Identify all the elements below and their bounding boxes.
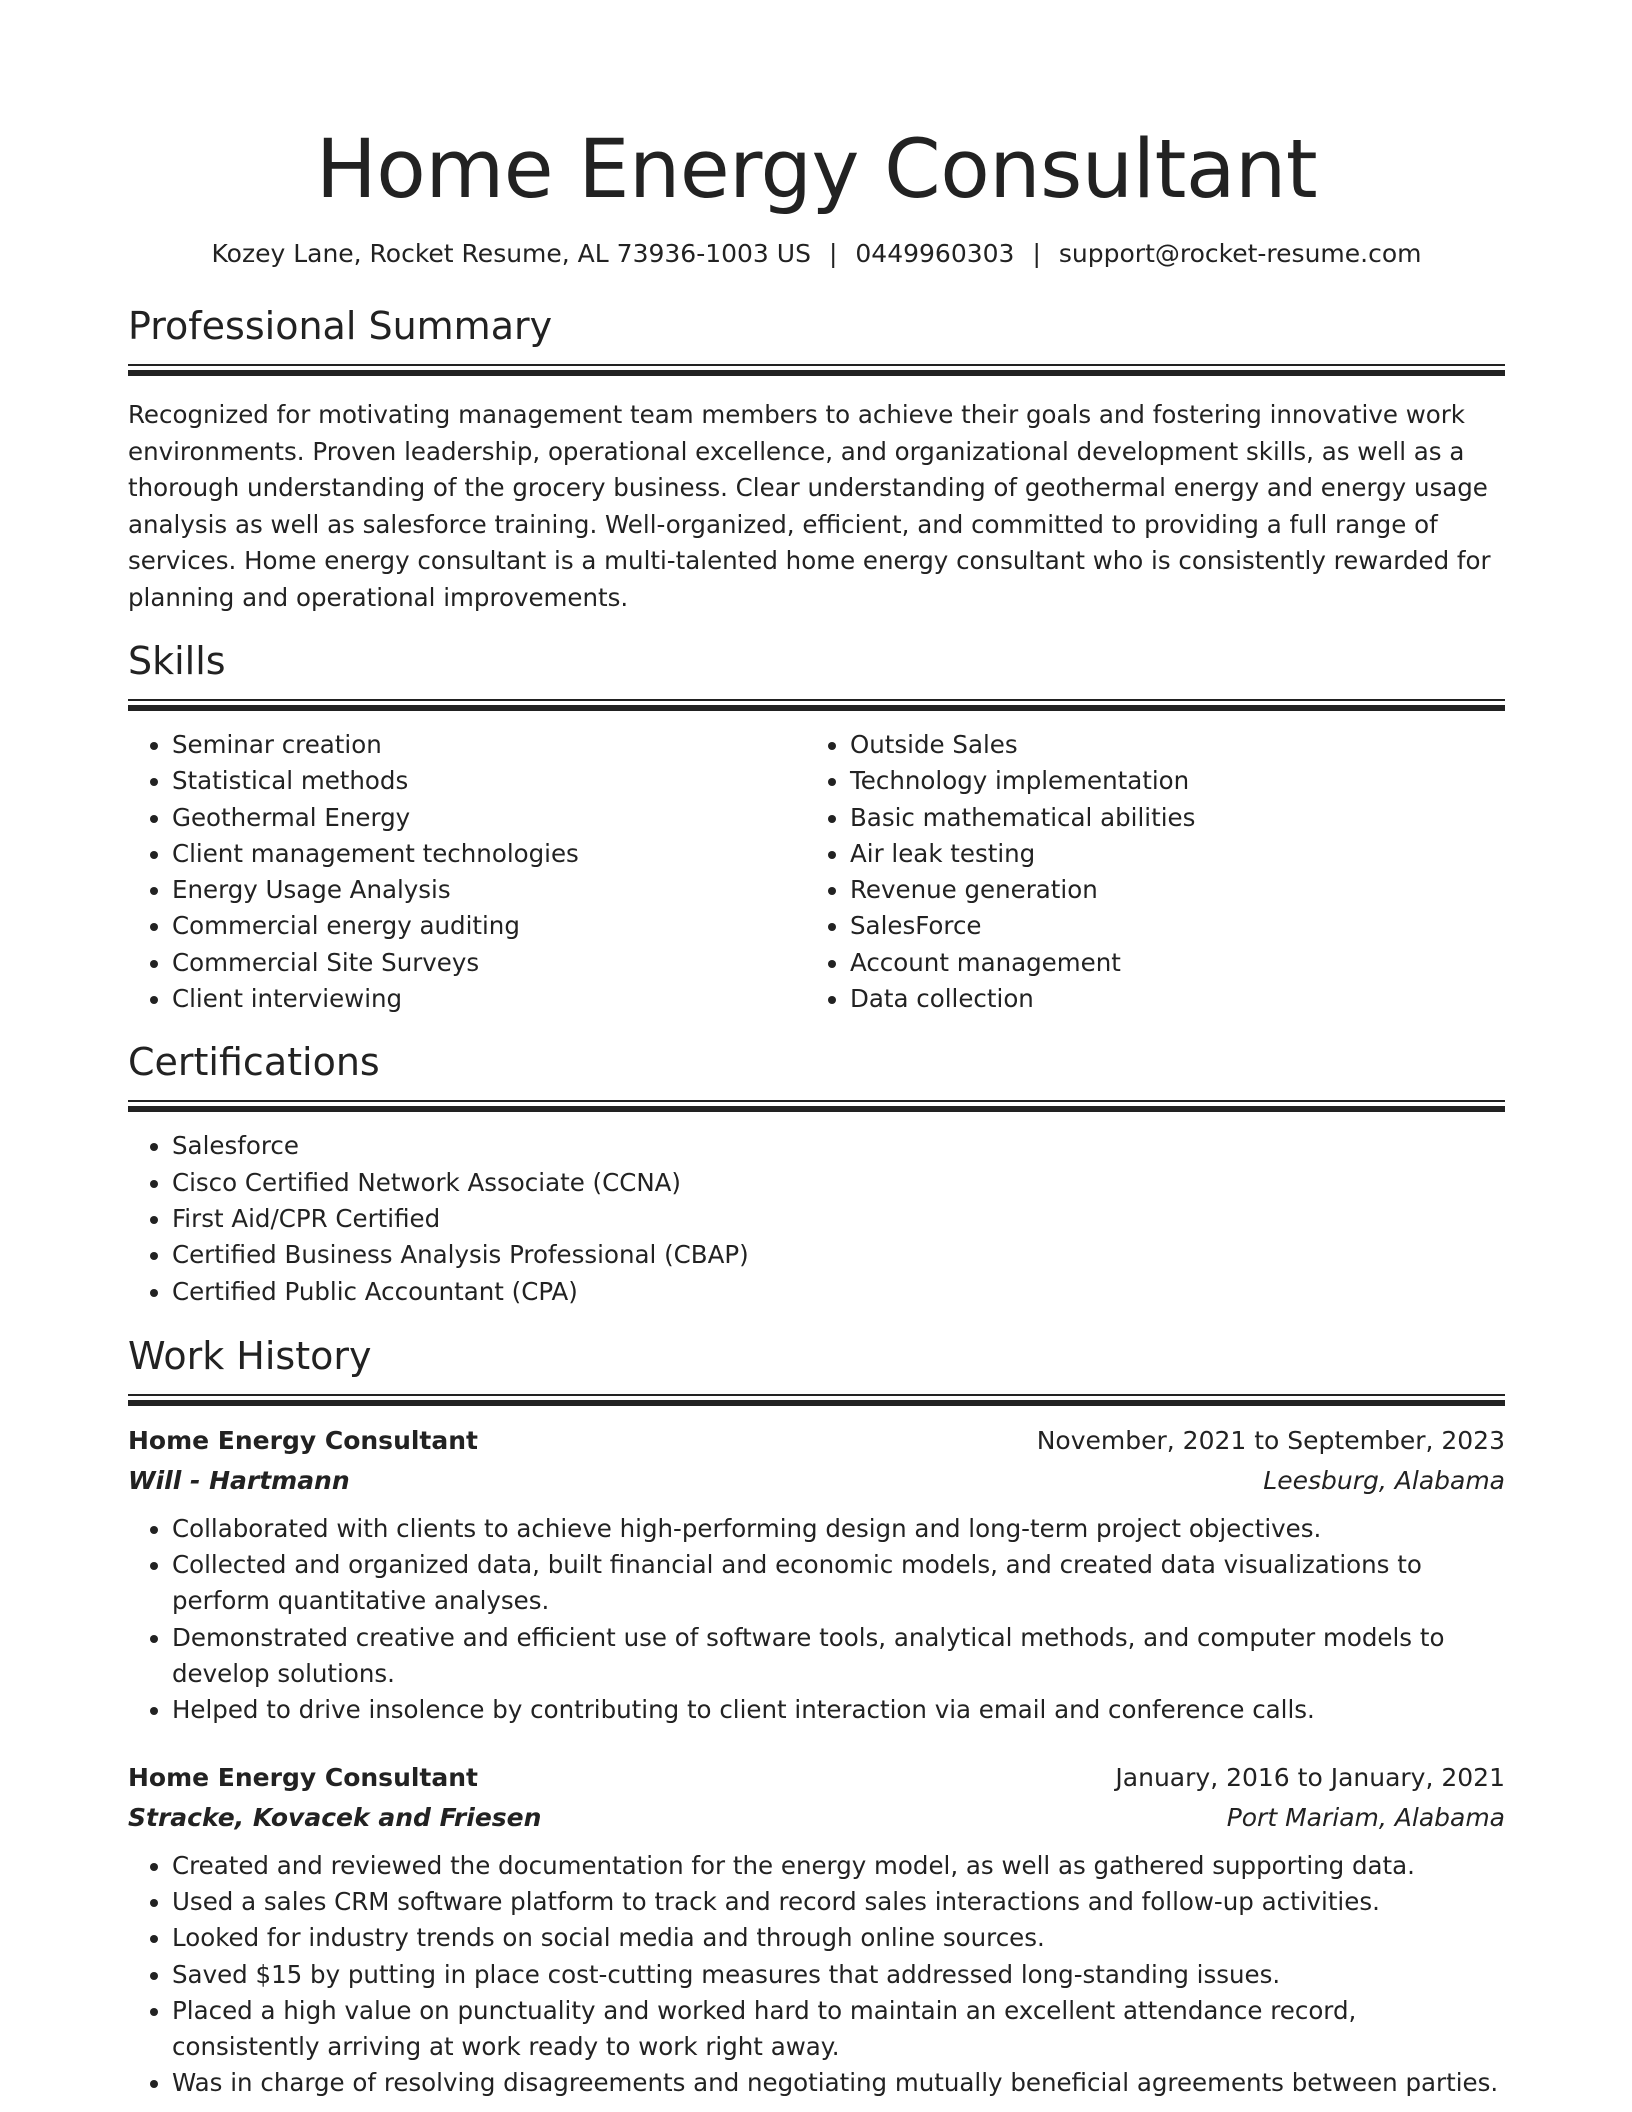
skill-item: • Technology implementation bbox=[850, 763, 1484, 799]
certifications-heading: Certifications bbox=[128, 1040, 380, 1085]
skill-item: • Revenue generation bbox=[850, 872, 1484, 908]
summary-section bbox=[128, 302, 1505, 616]
job-location: Port Mariam, Alabama bbox=[1226, 1802, 1505, 1832]
summary-text: Recognized for motivating management team members to achieve their goals and fostering innovative work environments. Proven leadership, operational excellence, and organizational development skills, as well as a thorough understanding of the grocery business. Clear understanding of geothermal energy and energy usage analysis as well as salesforce training. Well-organized, efficient, and committed to providing a full range of services. Home energy consultant is a multi-talented home energy consultant who is consistently rewarded for planning and operational improvements. bbox=[128, 400, 1491, 612]
job-subheader bbox=[128, 1798, 1505, 1838]
job-bullet: • Was in charge of resolving disagreements and negotiating mutually beneficial agreements between parties. bbox=[172, 2065, 1505, 2101]
skill-item: • Client management technologies bbox=[172, 836, 806, 872]
skill-item: • Commercial Site Surveys bbox=[172, 945, 806, 981]
skills-column-left bbox=[128, 727, 806, 1017]
job-entry bbox=[128, 1421, 1505, 1729]
certification-item: • Salesforce bbox=[172, 1128, 1505, 1164]
skills-list-left bbox=[128, 727, 806, 1017]
skill-item: • SalesForce bbox=[850, 908, 1484, 944]
contact-separator: | bbox=[828, 239, 838, 268]
skill-item: • Air leak testing bbox=[850, 836, 1484, 872]
skill-item: • Account management bbox=[850, 945, 1484, 981]
contact-address: Kozey Lane, Rocket Resume, AL 73936-1003 US bbox=[211, 239, 811, 268]
job-bullet: • Looked for industry trends on social media and through online sources. bbox=[172, 1920, 1505, 1956]
skill-item: • Outside Sales bbox=[850, 727, 1484, 763]
job-entry bbox=[128, 1758, 1505, 2102]
job-bullets bbox=[128, 1848, 1505, 2102]
job-bullet: • Saved $15 by putting in place cost-cutting measures that addressed long-standing issues. bbox=[172, 1957, 1505, 1993]
skill-item: • Seminar creation bbox=[172, 727, 806, 763]
certification-item: • Cisco Certified Network Associate (CCNA) bbox=[172, 1165, 1505, 1201]
section-divider bbox=[128, 1100, 1505, 1111]
job-dates: November, 2021 to September, 2023 bbox=[1036, 1425, 1505, 1455]
skill-item: • Commercial energy auditing bbox=[172, 908, 806, 944]
job-location: Leesburg, Alabama bbox=[1263, 1465, 1505, 1495]
skill-item: • Data collection bbox=[850, 981, 1484, 1017]
job-company: Will - Hartmann bbox=[128, 1465, 350, 1495]
skills-list-right bbox=[806, 727, 1484, 1017]
job-header bbox=[128, 1421, 1505, 1461]
certification-item: • Certified Business Analysis Professional (CBAP) bbox=[172, 1237, 1505, 1273]
certification-item: • First Aid/CPR Certified bbox=[172, 1201, 1505, 1237]
job-bullet: • Used a sales CRM software platform to track and record sales interactions and follow-up activities. bbox=[172, 1884, 1505, 1920]
skill-item: • Geothermal Energy bbox=[172, 800, 806, 836]
job-bullets bbox=[128, 1511, 1505, 1729]
contact-phone: 0449960303 bbox=[855, 239, 1015, 268]
skills-grid bbox=[128, 727, 1505, 1017]
contact-line bbox=[128, 236, 1505, 272]
skill-item: • Client interviewing bbox=[172, 981, 806, 1017]
work-history-section bbox=[128, 1332, 1505, 2102]
job-bullet: • Created and reviewed the documentation for the energy model, as well as gathered supporting data. bbox=[172, 1848, 1505, 1884]
job-header bbox=[128, 1758, 1505, 1798]
resume-page bbox=[128, 0, 1505, 2102]
skill-item: • Statistical methods bbox=[172, 763, 806, 799]
job-title: Home Energy Consultant bbox=[128, 1762, 478, 1792]
skill-item: • Basic mathematical abilities bbox=[850, 800, 1484, 836]
job-bullet: • Placed a high value on punctuality and worked hard to maintain an excellent attendance record, consistently arriving at work ready to work right away. bbox=[172, 1993, 1505, 2066]
skills-column-right bbox=[806, 727, 1484, 1017]
certification-item: • Certified Public Accountant (CPA) bbox=[172, 1274, 1505, 1310]
job-title: Home Energy Consultant bbox=[128, 1425, 478, 1455]
job-subheader bbox=[128, 1461, 1505, 1501]
section-divider bbox=[128, 699, 1505, 710]
job-dates: January, 2016 to January, 2021 bbox=[1115, 1762, 1505, 1792]
work-history-heading: Work History bbox=[128, 1333, 372, 1378]
candidate-name: Home Energy Consultant bbox=[315, 123, 1318, 217]
skill-item: • Energy Usage Analysis bbox=[172, 872, 806, 908]
job-bullet: • Demonstrated creative and efficient use of software tools, analytical methods, and computer models to develop solutions. bbox=[172, 1620, 1505, 1693]
certifications-list bbox=[128, 1128, 1505, 1309]
job-bullet: • Collaborated with clients to achieve high-performing design and long-term project objectives. bbox=[172, 1511, 1505, 1547]
job-bullet: • Helped to drive insolence by contributing to client interaction via email and conference calls. bbox=[172, 1692, 1505, 1728]
skills-heading: Skills bbox=[128, 639, 226, 683]
section-divider bbox=[128, 364, 1505, 375]
job-bullet: • Collected and organized data, built financial and economic models, and created data visualizations to perform quantitative analyses. bbox=[172, 1547, 1505, 1620]
summary-heading: Professional Summary bbox=[128, 304, 553, 348]
skills-section bbox=[128, 637, 1505, 1017]
section-divider bbox=[128, 1394, 1505, 1405]
contact-email: support@rocket-resume.com bbox=[1058, 239, 1422, 268]
contact-separator: | bbox=[1032, 239, 1041, 268]
job-company: Stracke, Kovacek and Friesen bbox=[128, 1802, 542, 1832]
certifications-section bbox=[128, 1038, 1505, 1309]
